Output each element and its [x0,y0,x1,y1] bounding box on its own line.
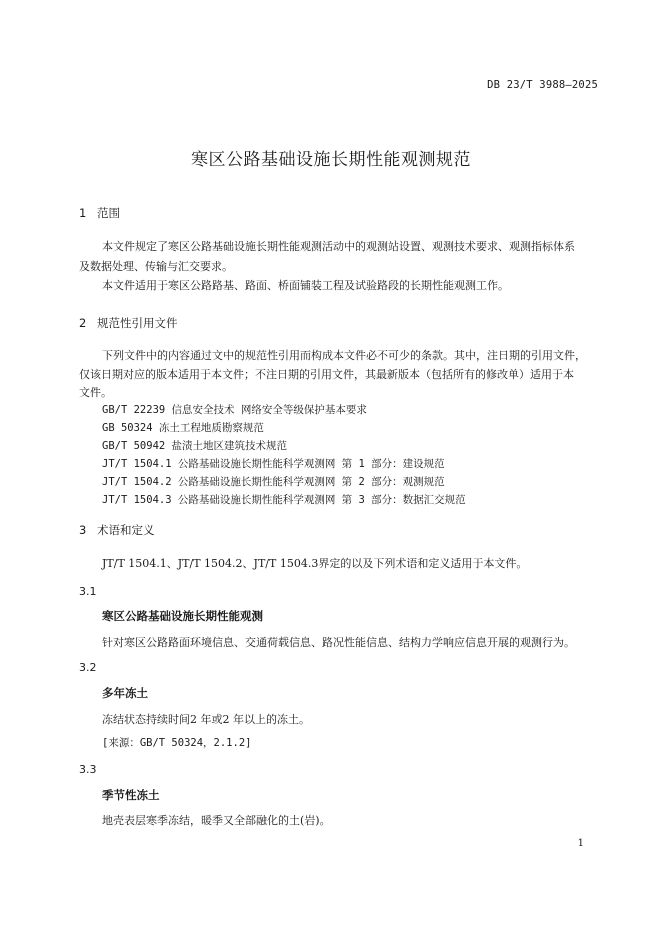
references-paragraph-line-2: 仅该日期对应的版本适用于本文件；不注日期的引用文件，其最新版本（包括所有的修改单）适用于本 [79,368,574,381]
reference-item: JT/T 1504.3 公路基础设施长期性能科学观测网 第 3 部分：数据汇交规范 [102,494,466,506]
section-title: 术语和定义 [97,523,155,537]
reference-item: JT/T 1504.1 公路基础设施长期性能科学观测网 第 1 部分：建设规范 [102,458,445,470]
section-3-heading [79,522,155,538]
section-title: 范围 [97,206,120,220]
term-source: [来源：GB/T 50324，2.1.2] [102,737,252,749]
term-name: 多年冻土 [102,686,148,700]
terms-intro: JT/T 1504.1、JT/T 1504.2、JT/T 1504.3界定的以及下列术语和定义适用于本文件。 [102,557,528,570]
section-number: 2 [79,316,87,330]
page-number: 1 [577,838,584,849]
section-1-heading [79,205,120,221]
term-definition: 冻结状态持续时间2 年或2 年以上的冻土。 [102,713,310,726]
references-paragraph-line-1: 下列文件中的内容通过文中的规范性引用而构成本文件必不可少的条款。其中，注日期的引用文件， [102,349,586,362]
section-title: 规范性引用文件 [97,316,178,330]
section-2-heading [79,315,178,331]
document-title: 寒区公路基础设施长期性能观测规范 [191,150,471,170]
reference-item: GB/T 50942 盐渍土地区建筑技术规范 [102,440,288,452]
scope-paragraph-1-line-1: 本文件规定了寒区公路基础设施长期性能观测活动中的观测站设置、观测技术要求、观测指标体系 [102,240,575,253]
term-definition: 针对寒区公路路面环境信息、交通荷载信息、路况性能信息、结构力学响应信息开展的观测行为。 [102,636,575,649]
reference-item: GB/T 22239 信息安全技术 网络安全等级保护基本要求 [102,404,367,416]
reference-item: JT/T 1504.2 公路基础设施长期性能科学观测网 第 2 部分：观测规范 [102,476,445,488]
scope-paragraph-1-line-2: 及数据处理、传输与汇交要求。 [79,260,233,273]
term-name: 季节性冻土 [102,788,160,802]
reference-item: GB 50324 冻土工程地质勘察规范 [102,422,264,434]
term-name: 寒区公路基础设施长期性能观测 [102,609,263,623]
scope-paragraph-2: 本文件适用于寒区公路路基、路面、桥面铺装工程及试验路段的长期性能观测工作。 [102,279,509,292]
section-number: 3 [79,523,87,537]
term-definition: 地壳表层寒季冻结，暖季又全部融化的土(岩)。 [102,814,331,827]
term-number: 3.2 [79,661,97,674]
term-number: 3.1 [79,585,97,598]
document-id: DB 23/T 3988—2025 [487,79,598,91]
term-number: 3.3 [79,763,97,776]
references-paragraph-line-3: 文件。 [79,386,112,399]
section-number: 1 [79,206,87,220]
